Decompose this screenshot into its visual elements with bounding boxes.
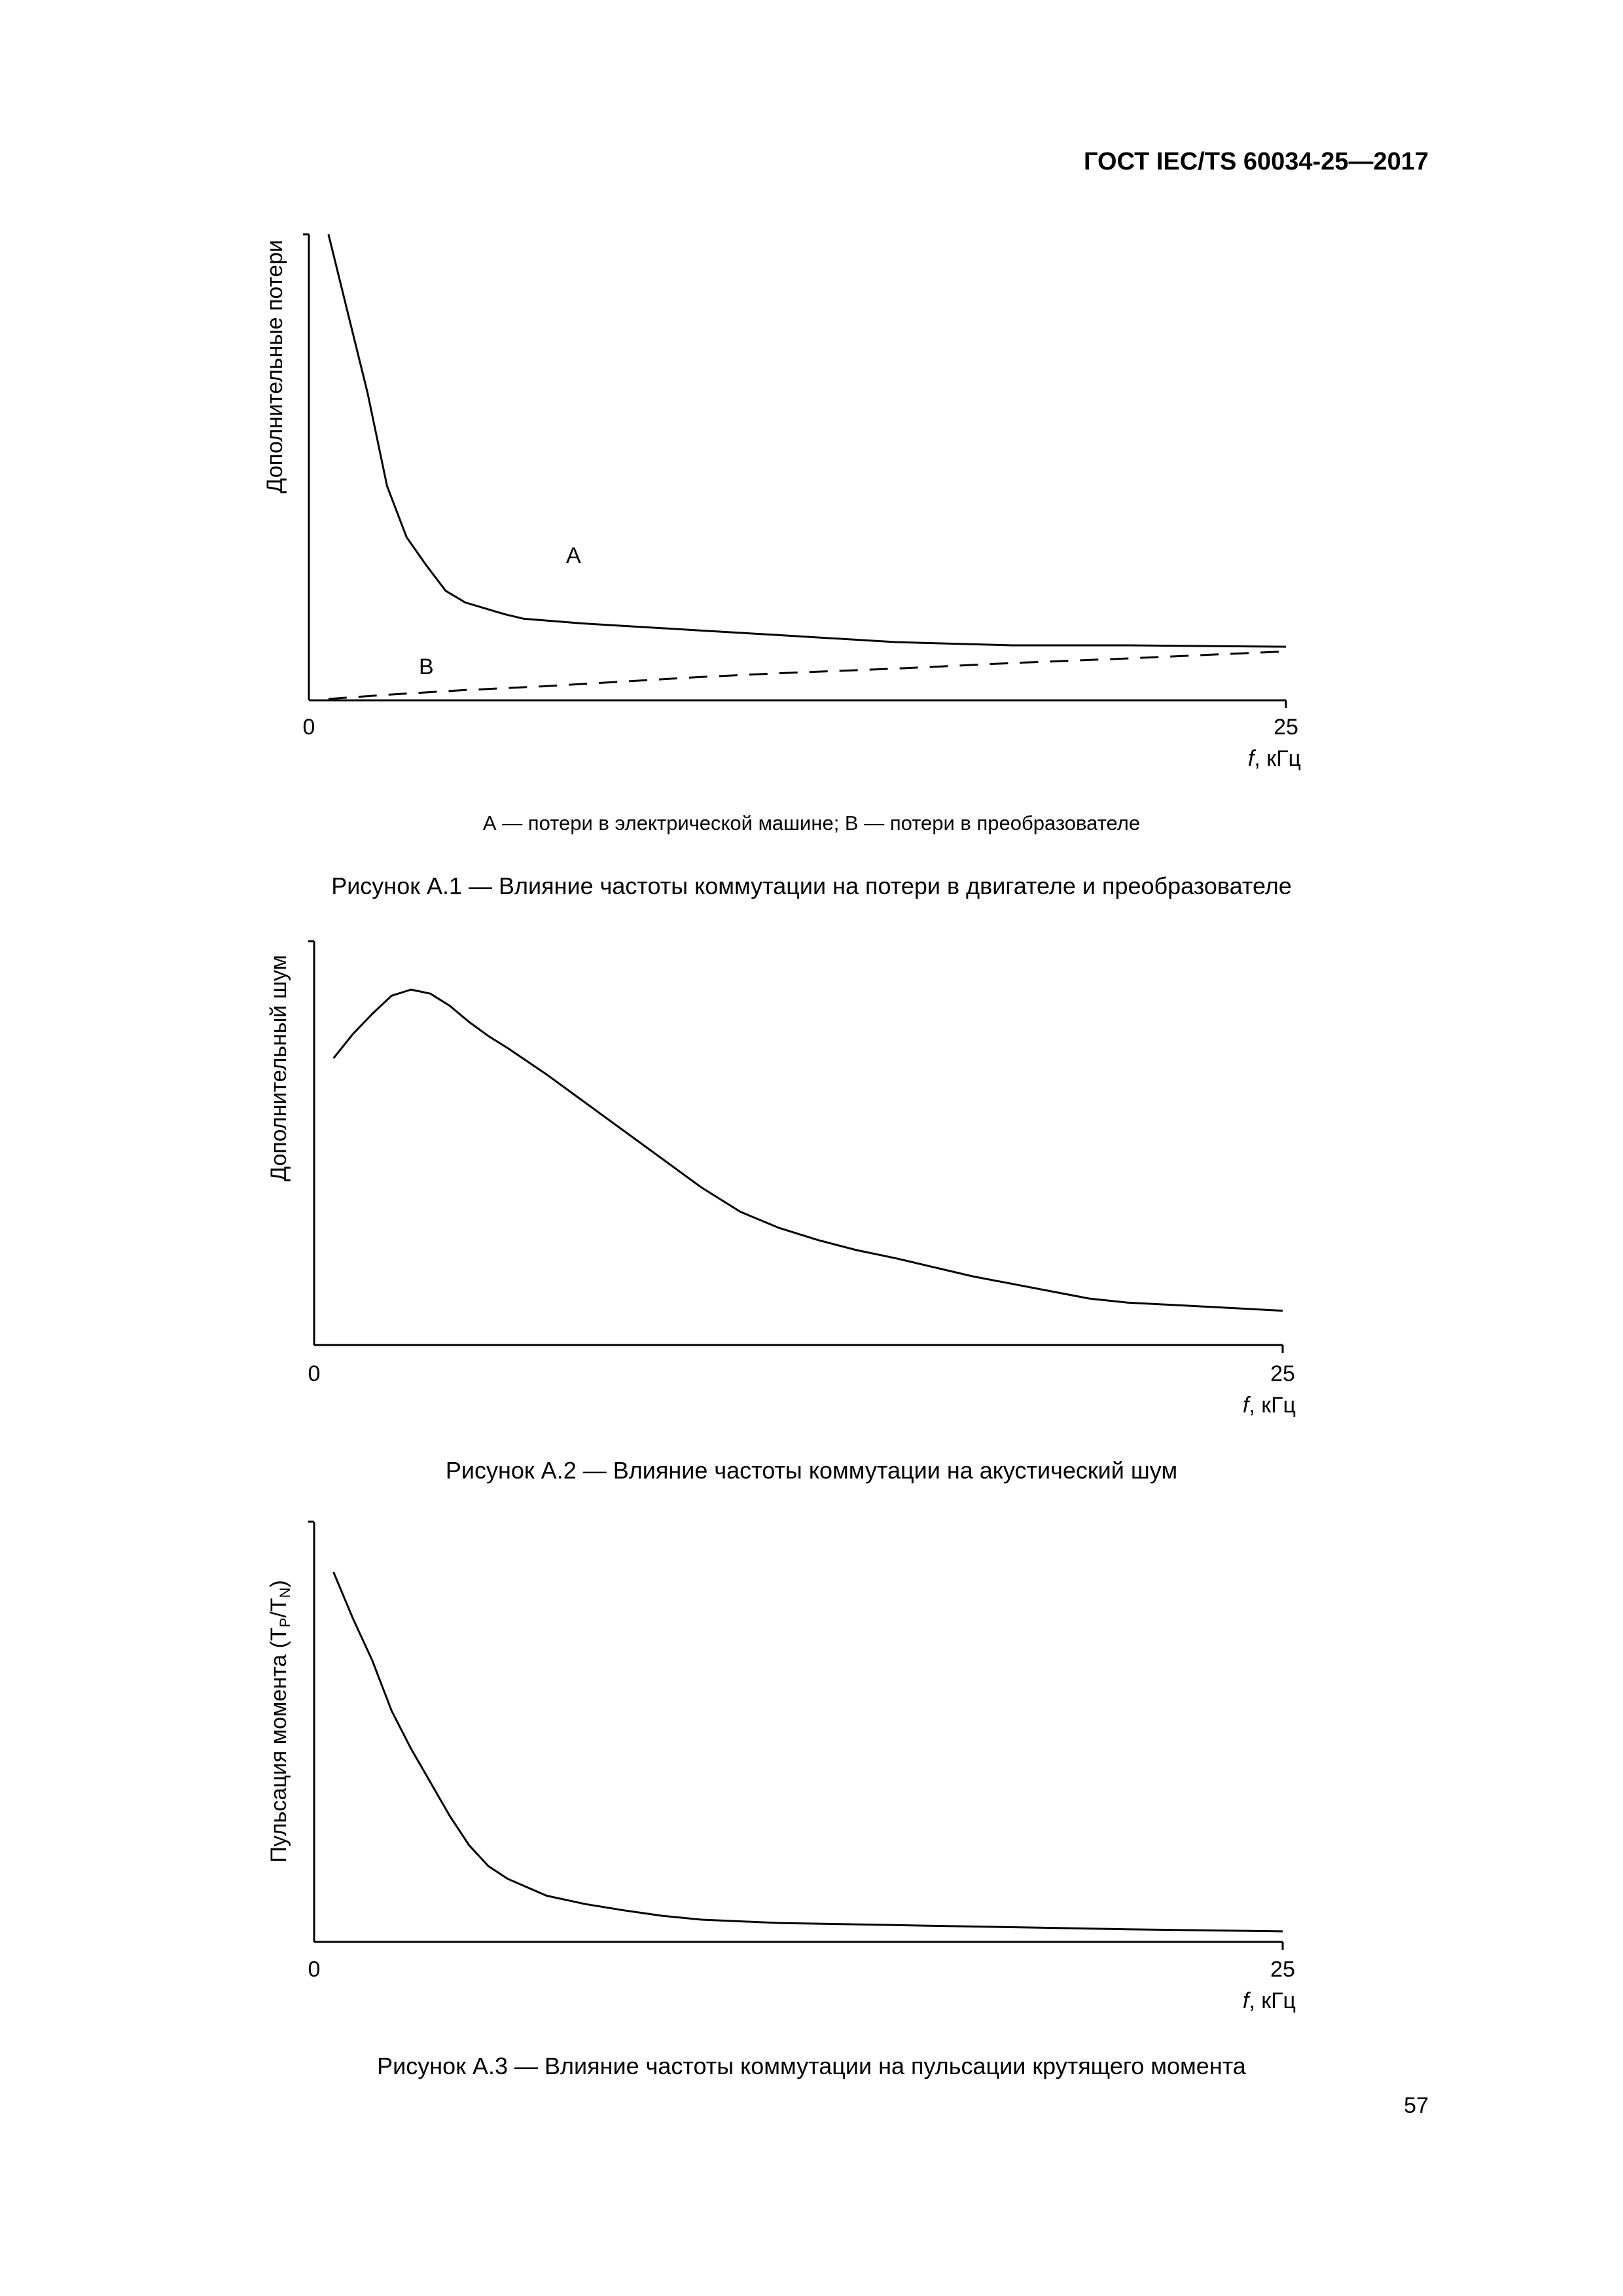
- x-tick-label-0: 0: [308, 1361, 321, 1386]
- series-a-annotation: A: [566, 543, 581, 568]
- figure-a3-caption: Рисунок А.3 — Влияние частоты коммутации на пульсации крутящего момента: [377, 2053, 1246, 2079]
- figure-a1: [262, 234, 1301, 771]
- series-b-annotation: B: [419, 655, 434, 679]
- x-tick-label-0: 0: [302, 715, 315, 740]
- torque-ripple-line: [334, 1572, 1283, 1931]
- noise-line: [334, 990, 1283, 1311]
- x-axis-label: f, кГц: [1242, 1393, 1296, 1418]
- series-a-line: [329, 234, 1286, 647]
- x-axis-label: f, кГц: [1242, 1988, 1296, 2013]
- y-axis-label: Дополнительный шум: [266, 955, 291, 1181]
- page-number: 57: [1404, 2093, 1429, 2118]
- figure-a2: [266, 941, 1296, 1418]
- document-standard-header: ГОСТ IEC/TS 60034-25—2017: [1083, 148, 1429, 175]
- x-tick-label-0: 0: [308, 1957, 321, 1982]
- x-tick-label-25: 25: [1270, 1957, 1295, 1982]
- y-axis-label: Дополнительные потери: [262, 240, 287, 493]
- x-tick-label-25: 25: [1274, 715, 1298, 740]
- x-axis-label: f, кГц: [1247, 746, 1301, 771]
- figure-a3: [266, 1522, 1296, 2013]
- y-axis-label: Пульсация момента (TP/TN): [266, 1580, 293, 1863]
- figure-a2-caption: Рисунок А.2 — Влияние частоты коммутации на акустический шум: [445, 1457, 1178, 1484]
- figure-a1-caption: Рисунок А.1 — Влияние частоты коммутации на потери в двигателе и преобразователе: [331, 872, 1292, 899]
- x-tick-label-25: 25: [1270, 1361, 1295, 1386]
- figure-a1-legend: А — потери в электрической машине; В — потери в преобразователе: [482, 812, 1141, 834]
- series-b-line: [329, 651, 1286, 699]
